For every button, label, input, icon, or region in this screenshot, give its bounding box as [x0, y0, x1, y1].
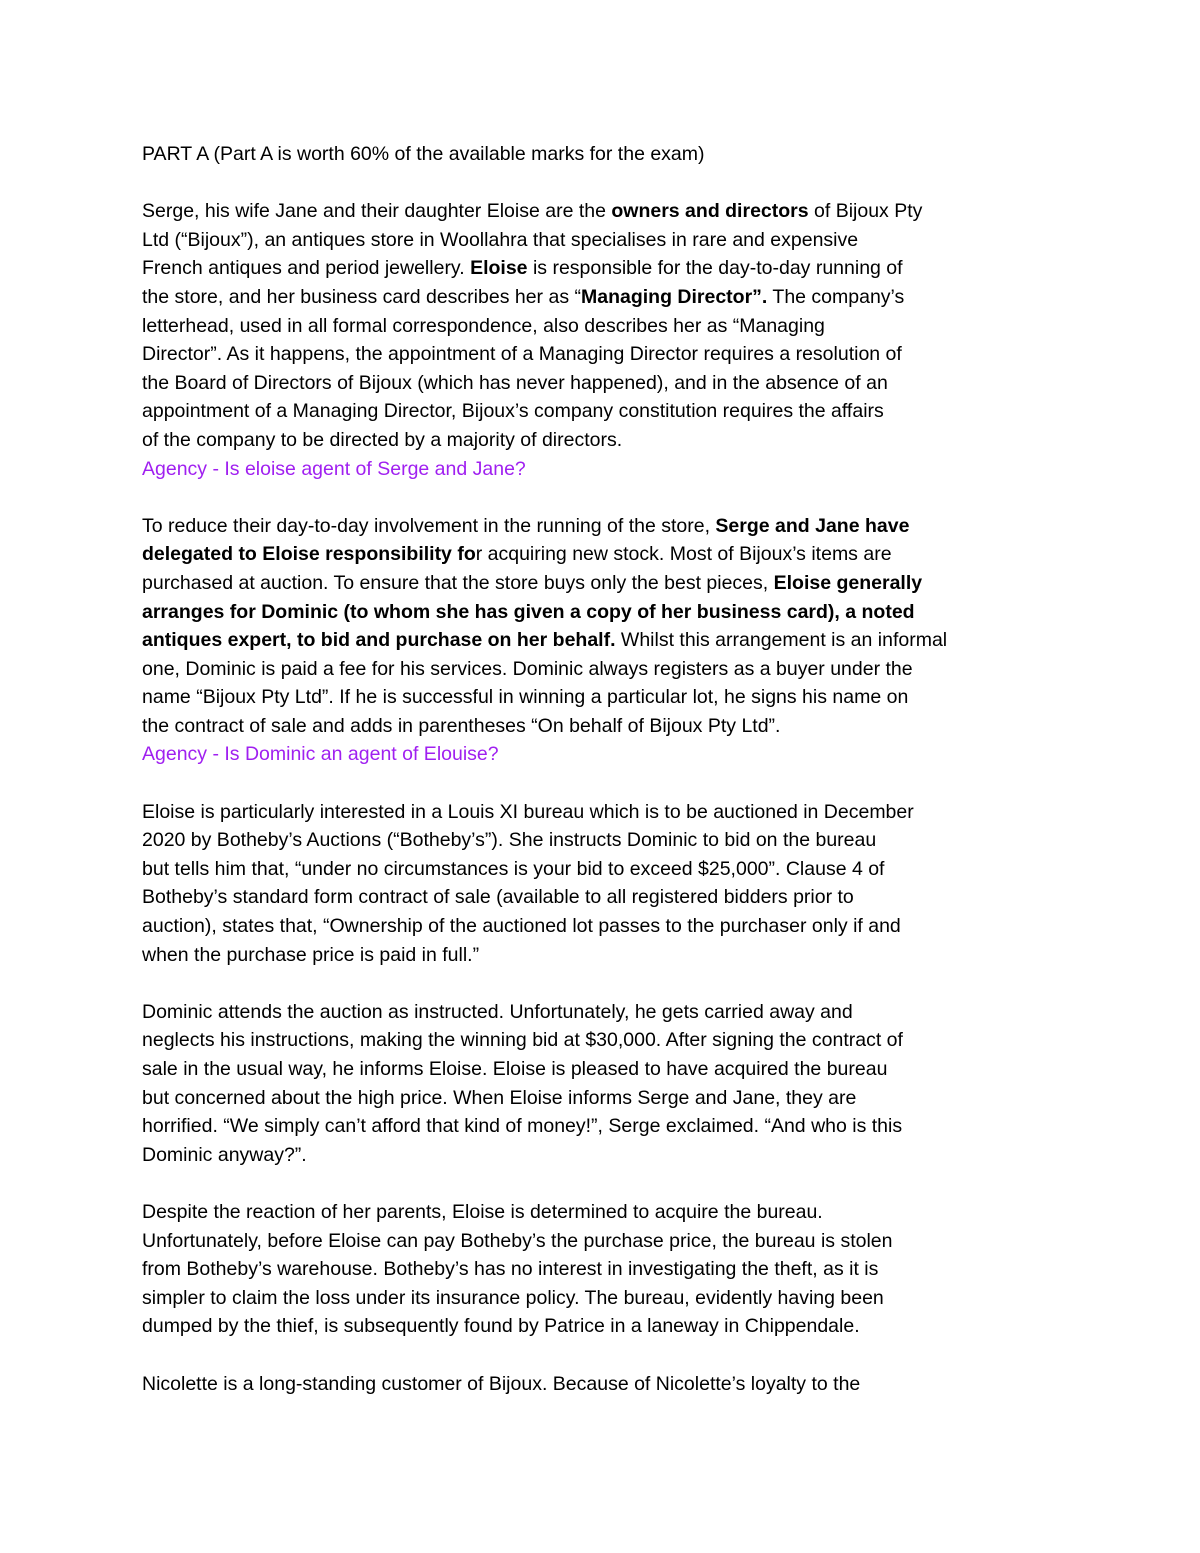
- text-line: dumped by the thief, is subsequently found by Patrice in a laneway in Chippendale.: [142, 1315, 860, 1338]
- text-line: Despite the reaction of her parents, Eloise is determined to acquire the bureau.: [142, 1200, 823, 1223]
- text-line: the contract of sale and adds in parentheses “On behalf of Bijoux Pty Ltd”.: [142, 714, 781, 737]
- text-line: appointment of a Managing Director, Bijoux’s company constitution requires the affairs: [142, 400, 884, 423]
- spacer: [142, 483, 1042, 512]
- text-line: but concerned about the high price. When Eloise informs Serge and Jane, they are: [142, 1086, 857, 1109]
- text-line: purchased at auction. To ensure that the store buys only the best pieces, Eloise generally: [142, 571, 923, 594]
- paragraph-5: [142, 1198, 1042, 1341]
- text-line: Ltd (“Bijoux”), an antiques store in Woollahra that specialises in rare and expensive: [142, 228, 859, 251]
- document-page: [142, 140, 1042, 1398]
- text-line: name “Bijoux Pty Ltd”. If he is successful in winning a particular lot, he signs his name on: [142, 686, 909, 709]
- text-line: from Botheby’s warehouse. Botheby’s has no interest in investigating the theft, as it is: [142, 1258, 879, 1281]
- spacer: [142, 769, 1042, 798]
- text-line: antiques expert, to bid and purchase on her behalf. Whilst this arrangement is an informal: [142, 629, 948, 652]
- text-line: 2020 by Botheby’s Auctions (“Botheby’s”). She instructs Dominic to bid on the bureau: [142, 829, 877, 852]
- text-line: the Board of Directors of Bijoux (which has never happened), and in the absence of an: [142, 371, 888, 394]
- annotation-note: Agency - Is Dominic an agent of Elouise?: [142, 743, 499, 766]
- paragraph-4: [142, 998, 1042, 1170]
- text-line: simpler to claim the loss under its insurance policy. The bureau, evidently having been: [142, 1286, 884, 1309]
- text-line: auction), states that, “Ownership of the auctioned lot passes to the purchaser only if and: [142, 915, 901, 938]
- text-line: Botheby’s standard form contract of sale (available to all registered bidders prior to: [142, 886, 854, 909]
- text-line: sale in the usual way, he informs Eloise. Eloise is pleased to have acquired the bureau: [142, 1058, 888, 1080]
- text-line: French antiques and period jewellery. Eloise is responsible for the day-to-day running of: [142, 257, 903, 280]
- text-line: the store, and her business card describes her as “Managing Director”. The company’s: [142, 285, 905, 308]
- text-line: Dominic anyway?”.: [142, 1143, 307, 1166]
- paragraph-2: [142, 512, 1042, 741]
- text-line: letterhead, used in all formal correspondence, also describes her as “Managing: [142, 314, 825, 337]
- text-line: but tells him that, “under no circumstances is your bid to exceed $25,000”. Clause 4 of: [142, 857, 885, 880]
- text-line: Dominic attends the auction as instructed. Unfortunately, he gets carried away and: [142, 1000, 853, 1023]
- annotation-note: Agency - Is eloise agent of Serge and Jane?: [142, 457, 526, 480]
- text-line: Unfortunately, before Eloise can pay Botheby’s the purchase price, the bureau is stolen: [142, 1229, 893, 1252]
- text-line: To reduce their day-to-day involvement in the running of the store, Serge and Jane have: [142, 514, 910, 537]
- text-line: neglects his instructions, making the winning bid at $30,000. After signing the contract of: [142, 1029, 903, 1052]
- text-line: one, Dominic is paid a fee for his services. Dominic always registers as a buyer under the: [142, 657, 913, 680]
- spacer: [142, 969, 1042, 998]
- text-line: Director”. As it happens, the appointment of a Managing Director requires a resolution of: [142, 343, 902, 366]
- text-line: Eloise is particularly interested in a Louis XI bureau which is to be auctioned in December: [142, 800, 914, 823]
- spacer: [142, 1169, 1042, 1198]
- paragraph-3: [142, 798, 1042, 970]
- spacer: [142, 1341, 1042, 1370]
- text-line: when the purchase price is paid in full.”: [142, 943, 480, 966]
- paragraph-6: [142, 1370, 1042, 1399]
- text-line: Nicolette is a long-standing customer of Bijoux. Because of Nicolette’s loyalty to the: [142, 1372, 861, 1395]
- text-line: of the company to be directed by a majority of directors.: [142, 428, 623, 451]
- text-line: arranges for Dominic (to whom she has given a copy of her business card), a noted: [142, 600, 915, 623]
- text-line: Serge, his wife Jane and their daughter Eloise are the owners and directors of Bijoux Pty: [142, 200, 923, 223]
- paragraph-1: [142, 197, 1042, 454]
- spacer: [142, 169, 1042, 198]
- text-line: delegated to Eloise responsibility for acquiring new stock. Most of Bijoux’s items are: [142, 543, 892, 566]
- heading: PART A (Part A is worth 60% of the available marks for the exam): [142, 143, 705, 165]
- text-line: horrified. “We simply can’t afford that kind of money!”, Serge exclaimed. “And who is this: [142, 1115, 903, 1138]
